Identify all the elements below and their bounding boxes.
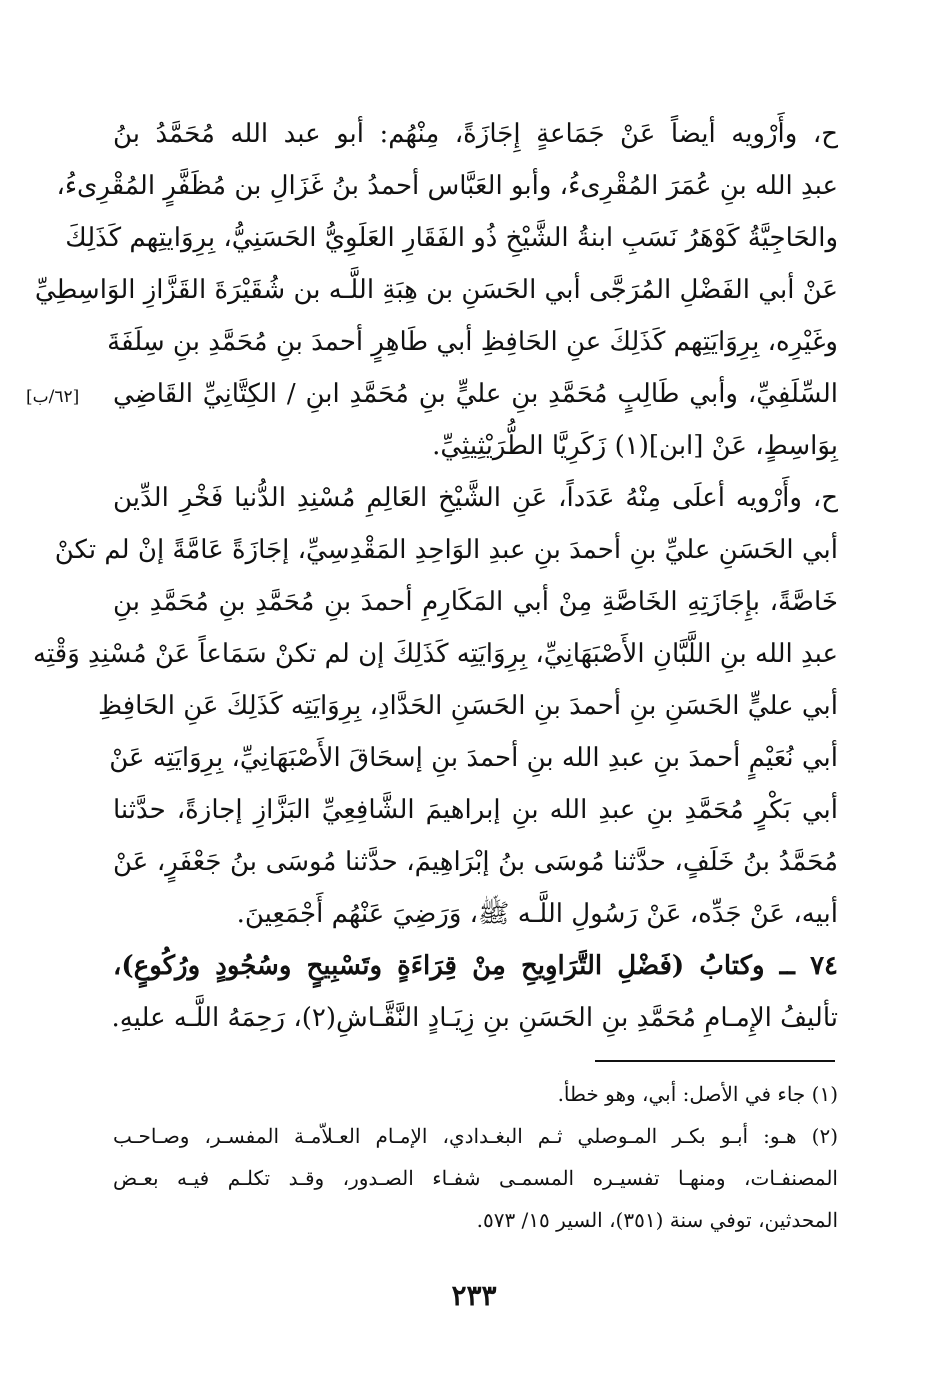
- body-line: وغَيْرِه، بِرِوَايَتِهم كَذَلِكَ عنِ الحَافِظِ أبي طَاهِرٍ أحمدَ بنِ مُحَمَّدِ بنِ سِلَفَةَ: [107, 327, 838, 357]
- body-line: أبي بَكْرٍ مُحَمَّدِ بنِ عبدِ الله بنِ إبراهيمَ الشَّافِعِيِّ البَزَّازِ إجازةً، حدَّثنا: [113, 795, 838, 825]
- body-line: أبي الحَسَنِ عليِّ بنِ أحمدَ بنِ عبدِ الوَاحِدِ المَقْدِسِيِّ، إجَازَةً عَامَّةً إنْ لم تكنْ: [54, 535, 838, 565]
- book-entry-author-line: تأليفُ الإِمـامِ مُحَمَّدِ بنِ الحَسَنِ بنِ زِيَـادٍ النَّقَّـاشِ(٢)، رَحِمَهُ اللَّـه عليهِ.: [111, 1003, 838, 1033]
- body-line: خَاصَّةً، بإِجَازَتِهِ الخَاصَّةِ مِنْ أبي المَكَارِمِ أحمدَ بنِ مُحَمَّدِ بنِ مُحَمَّدِ بنِ: [113, 587, 838, 617]
- footnote-line: (٢) هـو: أبـو بكـر المـوصلي ثـم البغـدادي، الإمـام العـلاّمـة المفسـر، وصـاحـب: [113, 1124, 838, 1148]
- body-line: بِوَاسِطٍ، عَنْ [ابن](١) زَكَرِيَّا الطُّرَيْثِيثِيِّ.: [432, 431, 838, 461]
- body-line: السِّلَفِيِّ، وأبي طَالِبٍ مُحَمَّدِ بنِ عليٍّ بنِ مُحَمَّدِ ابنِ / الكِتَّانِيِّ القَاضِي: [113, 379, 838, 409]
- footnote-line: المحدثين، توفي سنة (٣٥١)، السير ١٥/ ٥٧٣.: [476, 1208, 838, 1232]
- page-number: ٢٣٣: [451, 1279, 497, 1312]
- body-line: أبي نُعَيْمٍ أحمدَ بنِ عبدِ الله بنِ أحمدَ بنِ إسحَاقَ الأَصْبَهَانِيِّ، بِرِوَايَتِه عَنْ: [109, 743, 838, 773]
- body-line: أبي عليٍّ الحَسَنِ بنِ أحمدَ بنِ الحَسَنِ الحَدَّادِ، بِرِوَايَتِه كَذَلِكَ عَنِ الحَافِظِ: [98, 691, 838, 721]
- footnote-line: (١) جاء في الأصل: أبي، وهو خطأ.: [557, 1082, 838, 1106]
- body-line: مُحَمَّدُ بنُ خَلَفٍ، حدَّثنا مُوسَى بنُ إبْرَاهِيمَ، حدَّثنا مُوسَى بنُ جَعْفَرٍ، عَنْ: [113, 847, 838, 877]
- body-line: والحَاجِيَّةُ كَوْهَرُ نَسَبِ ابنةُ الشَّيْخِ ذُو الفَقَارِ العَلَوِيُّ الحَسَنِيُّ، بِرِوَايتِهم كَذَلِكَ: [65, 223, 838, 253]
- footnote-separator: [595, 1060, 835, 1062]
- footnote-line: المصنفـات، ومنهـا تفسيـره المسمـى شفـاء الصـدور، وقـد تكلـم فيـه بعـض: [113, 1166, 838, 1190]
- body-line: عبدِ الله بنِ اللَّبَّانِ الأَصْبَهَانِيِّ، بِرِوَايَتِه كَذَلِكَ إن لم تكنْ سَمَاعاً عَنْ مُسْنِدِ وَقْتِه: [33, 639, 838, 669]
- book-entry-heading: ٧٤ ــ وكتابُ (فَضْلِ التَّرَاوِيحِ مِنْ قِرَاءَةٍ وتَسْبِيحٍ وسُجُودٍ ورُكُوعٍ)،: [113, 951, 838, 981]
- folio-marginal-note: [٦٢/ب]: [26, 387, 80, 407]
- body-line: أبيه، عَنْ جَدِّه، عَنْ رَسُولِ اللَّـه ﷺ، وَرَضِيَ عَنْهُم أَجْمَعِينَ.: [236, 899, 838, 929]
- body-line: ح، وأَرْويه أعلَى مِنْهُ عَدَداً، عَنِ الشَّيْخِ العَالِمِ مُسْنِدِ الدُّنيا فَخْرِ الدِّين: [113, 483, 838, 513]
- body-line: عَنْ أبي الفَضْلِ المُرَجَّى أبي الحَسَنِ بن هِبَةِ اللَّـه بن شُقَيْرَةَ القَزَّازِ الوَاسِطِيِّ: [34, 275, 838, 305]
- body-line: عبدِ الله بنِ عُمَرَ المُقْرِىءُ، وأبو العَبَّاس أحمدُ بنُ غَزَالِ بن مُظَفَّرٍ المُقْرِىءُ،: [56, 171, 838, 201]
- body-line: ح، وأَرْويه أيضاً عَنْ جَمَاعةٍ إِجَازَةً، مِنْهُم: أبو عبد الله مُحَمَّدُ بنُ: [113, 119, 838, 149]
